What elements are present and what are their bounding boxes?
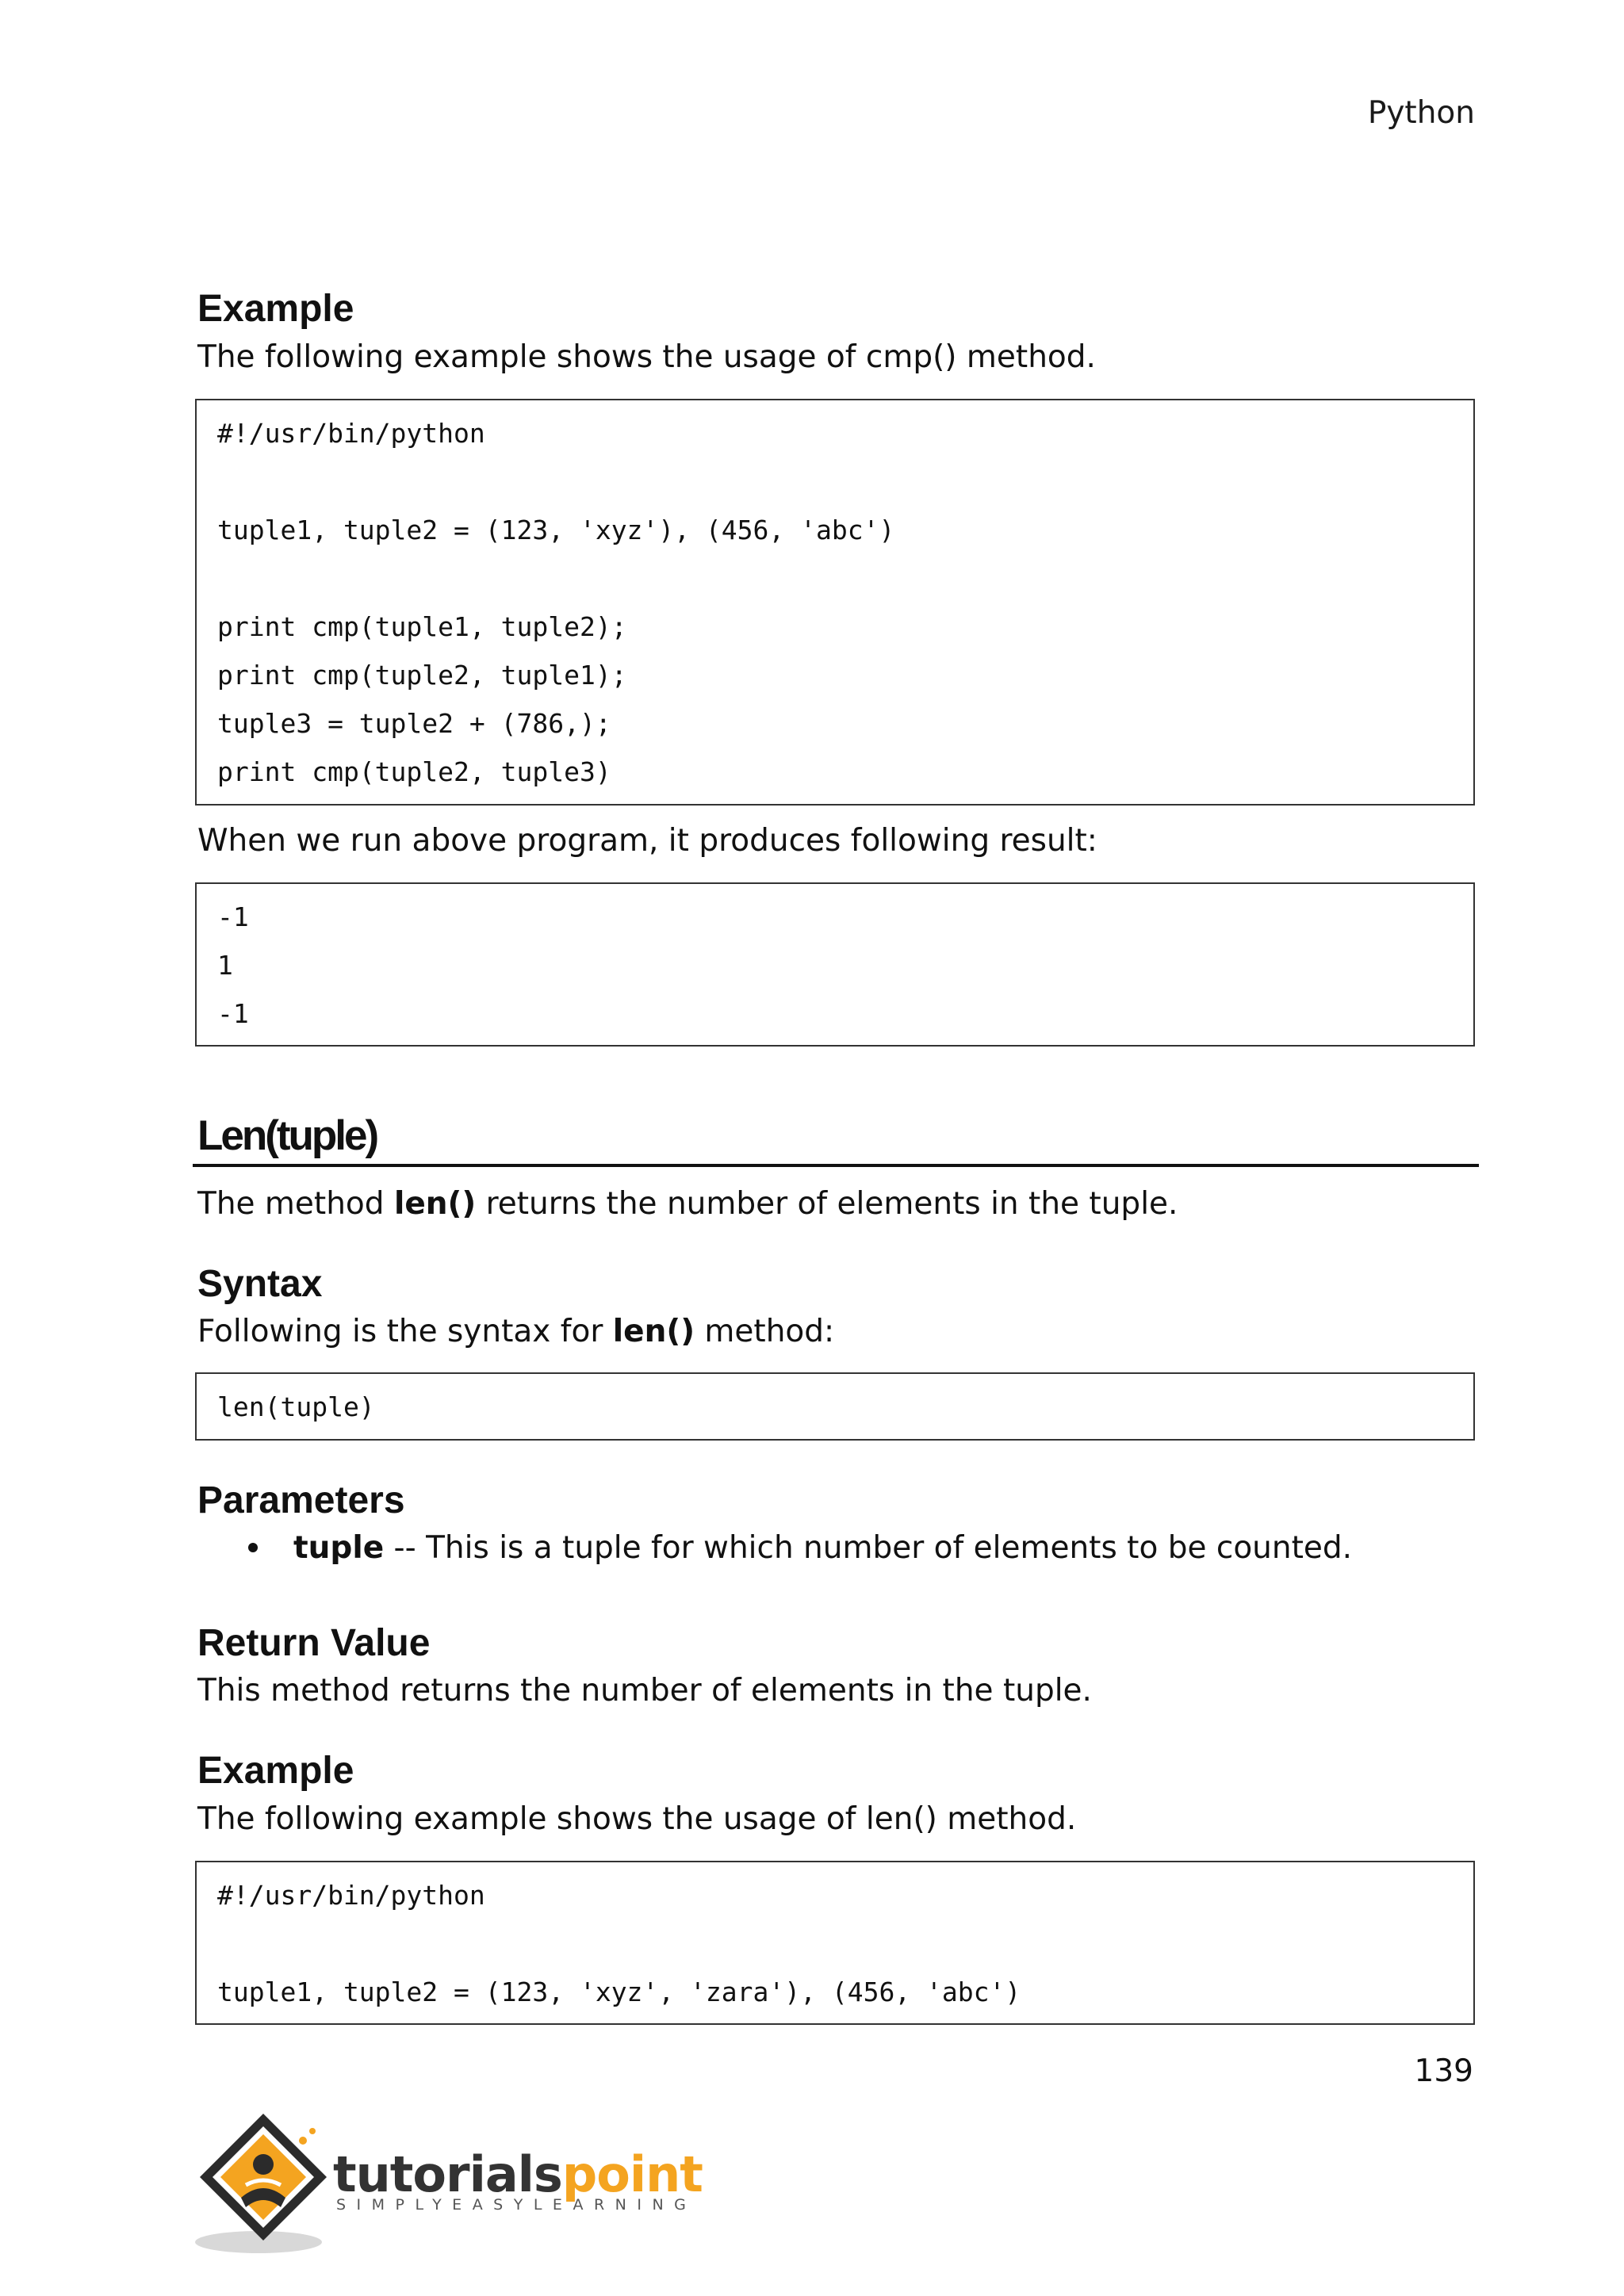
syntax-intro: Following is the syntax for len() method: (197, 1314, 835, 1349)
code-line: #!/usr/bin/python (217, 418, 485, 449)
bullet-icon (248, 1543, 258, 1552)
result-line: -1 (217, 998, 249, 1029)
example-heading: Example (197, 1750, 354, 1792)
len-keyword: len() (393, 1186, 477, 1222)
code-line: print cmp(tuple2, tuple3) (217, 756, 611, 787)
len-description: The method len() returns the number of elements in the tuple. (197, 1186, 1178, 1222)
code-line: tuple1, tuple2 = (123, 'xyz'), (456, 'abc') (217, 515, 895, 545)
code-line: tuple1, tuple2 = (123, 'xyz', 'zara'), (456, 'abc') (217, 1976, 1021, 2007)
result-line: 1 (217, 950, 233, 981)
parameter-name: tuple (293, 1530, 385, 1566)
code-line: tuple3 = tuple2 + (786,); (217, 708, 611, 739)
code-line: len(tuple) (217, 1391, 375, 1422)
return-value-heading: Return Value (197, 1622, 431, 1664)
example-intro: The following example shows the usage of len() method. (197, 1801, 1077, 1837)
syntax-heading: Syntax (197, 1263, 323, 1305)
logo-wordmark: tutorialspoint (333, 2145, 703, 2203)
len-keyword: len() (612, 1314, 695, 1349)
result-intro: When we run above program, it produces following result: (197, 823, 1097, 859)
running-header: Python (1367, 95, 1475, 131)
example-heading: Example (197, 288, 354, 330)
section-divider (193, 1164, 1479, 1167)
return-value-text: This method returns the number of elements in the tuple. (197, 1673, 1092, 1709)
section-title: Len(tuple) (197, 1112, 377, 1159)
result-block (195, 882, 1475, 1047)
parameter-description: -- This is a tuple for which number of elements to be counted. (384, 1530, 1353, 1566)
code-block-cmp (195, 399, 1475, 806)
code-line: print cmp(tuple2, tuple1); (217, 660, 627, 691)
logo-tagline: SIMPLYEASYLEARNING (336, 2196, 697, 2214)
result-line: -1 (217, 901, 249, 932)
code-line: print cmp(tuple1, tuple2); (217, 611, 627, 642)
code-block-len (195, 1861, 1475, 2025)
syntax-code-block (195, 1372, 1475, 1441)
code-line: #!/usr/bin/python (217, 1880, 485, 1911)
parameters-heading: Parameters (197, 1479, 405, 1521)
page-number: 139 (1414, 2053, 1473, 2089)
example-intro: The following example shows the usage of cmp() method. (197, 339, 1096, 375)
